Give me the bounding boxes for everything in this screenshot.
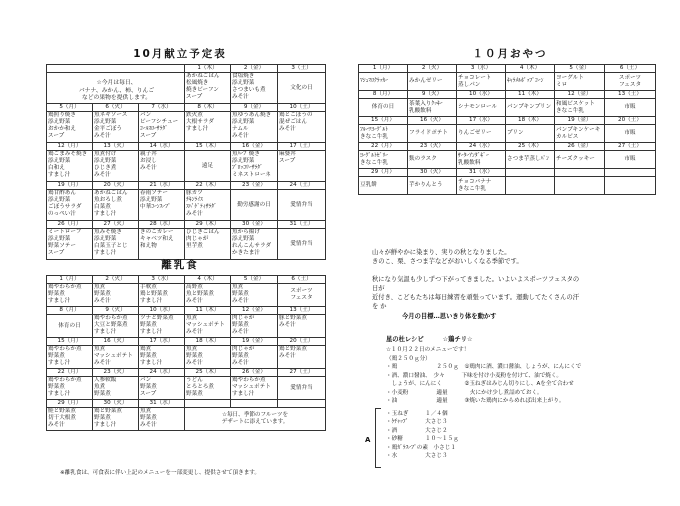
date-cell: 11（木） [185, 307, 231, 315]
menu-cell: 鶏ごまみそ焼き 添え野菜 白和え すまし汁 [47, 151, 93, 182]
menu-cell: 文化の日 [278, 73, 326, 104]
date-cell: 19（金） [555, 117, 605, 125]
date-cell: 8（月） [359, 91, 408, 99]
date-cell: 16（火） [408, 117, 457, 125]
menu-cell: 鶏甘酢あん 添え野菜 ごぼうサラダ のっぺい汁 [47, 190, 93, 221]
date-cell: 15（月） [359, 117, 408, 125]
date-cell: 19（金） [231, 338, 278, 346]
menu-cell: 愛情弁当 [278, 377, 326, 400]
menu-cell: パンプキンケーキ カルピス [555, 125, 605, 143]
date-cell [605, 169, 656, 177]
date-cell: 8（木） [185, 104, 231, 112]
date-cell: 16（火） [93, 338, 139, 346]
date-cell: 15（月） [47, 338, 93, 346]
menu-row [47, 112, 326, 143]
menu-row [359, 177, 656, 195]
menu-cell: 鶏やわらか煮 野菜煮 すまし汁 [47, 284, 93, 307]
menu-row [359, 99, 656, 117]
date-row [47, 369, 326, 377]
date-cell: 23（火） [93, 369, 139, 377]
date-cell: 30（火） [408, 169, 457, 177]
menu-cell: プリン [506, 125, 555, 143]
recipe-a-line: ・砂糖 １０～１５ｇ [386, 436, 459, 443]
menu-row [47, 190, 326, 221]
date-cell [278, 400, 326, 408]
date-cell: 16（金） [231, 143, 278, 151]
date-cell [555, 169, 605, 177]
menu-row [359, 73, 656, 91]
date-cell: 21（水） [139, 182, 185, 190]
recipe-a-bracket [375, 408, 381, 468]
oyatsu-table [358, 64, 656, 195]
menu-cell: 鶏と野菜煮 みそ汁 [278, 346, 326, 369]
date-cell: 7（水） [139, 104, 185, 112]
menu-cell: さつま芋蒸しﾊﾟﾝ [506, 151, 555, 169]
menu-cell: ひじきごはん 肉じゃが 里芋煮 [185, 229, 231, 260]
date-cell: 12（月） [47, 143, 93, 151]
menu-cell: 魚煮 マッシュポテト みそ汁 [185, 315, 231, 338]
date-cell: 5（月） [47, 104, 93, 112]
date-cell: 2（火） [93, 276, 139, 284]
menu-cell: 鉄火煮 大根サラダ すまし汁 [185, 112, 231, 143]
intro-line: 近付き、こどもたちは毎日練習を頑張っています。運動してたくさんの汗 [372, 294, 580, 301]
date-cell: 20（土） [605, 117, 656, 125]
date-cell: 1（月） [359, 65, 408, 73]
date-cell: 3（土） [278, 65, 326, 73]
date-cell: 24（水） [139, 369, 185, 377]
date-row [359, 143, 656, 151]
menu-cell: ｷｬﾗﾒﾙﾎﾟｯﾌﾟｺｰﾝ [506, 73, 555, 91]
intro-line: を か [372, 303, 387, 310]
menu-cell: うどん とろとろ煮 野菜煮 [185, 377, 231, 400]
date-cell: 29（木） [185, 221, 231, 229]
recipe-line: ・鶏 ２５０ｇ ①鶏肉に酒、濃口醤油、しょうが、にんにくで [386, 364, 582, 371]
menu-cell: ｻｰﾀｰｱﾝﾀﾞｷﾞｰ 乳酸飲料 [457, 151, 506, 169]
menu-cell: 鮭と野菜煮 切干大根煮 みそ汁 [47, 408, 93, 431]
menu-cell: 市販 [605, 125, 656, 143]
menu-cell: りんごゼリー [457, 125, 506, 143]
menu-cell: 体育の日 [359, 99, 408, 117]
date-cell: 5（金） [555, 65, 605, 73]
recipe-a-line: ・水 大さじ３ [386, 453, 448, 460]
menu-cell [555, 177, 605, 195]
recipe-line: しょうが、にんにく ②玉ねぎはみじん切りにし、Aを全て合わせ [386, 381, 574, 388]
menu-cell: 市販 [605, 99, 656, 117]
menu-row [47, 408, 326, 431]
menu-cell: 愛情弁当 [278, 190, 326, 221]
menu-cell: チョコレート 蒸しパン [457, 73, 506, 91]
date-cell: 18（木） [185, 338, 231, 346]
date-cell [506, 169, 555, 177]
menu-cell: 愛情弁当 [278, 229, 326, 260]
menu-cell: 茶葉入りｸｯｷｰ 乳酸飲料 [408, 99, 457, 117]
date-cell: 1（月） [47, 276, 93, 284]
menu-cell: スポーツ フェスタ [605, 73, 656, 91]
menu-cell: パン 野菜煮 スープ [139, 377, 185, 400]
date-cell: 4（木） [506, 65, 555, 73]
date-cell: 29（月） [359, 169, 408, 177]
menu-cell: 遠足 [185, 151, 231, 182]
date-cell: 26（金） [231, 369, 278, 377]
menu-cell: チーズクッキー [555, 151, 605, 169]
date-cell: 30（火） [93, 400, 139, 408]
monthly-goal: 今月の目標…思いきり体を動かす [402, 313, 497, 320]
menu-cell: きのこカレー キャベツ和え 和え物 [139, 229, 185, 260]
date-cell: 12（金） [555, 91, 605, 99]
intro-line: 日が [372, 285, 385, 292]
date-cell: 27（土） [278, 369, 326, 377]
menu-cell: スポーツ フェスタ [278, 284, 326, 307]
menu-cell: 和風ビスケット きなこ牛乳 [555, 99, 605, 117]
date-cell: 24（水） [457, 143, 506, 151]
date-cell: 5（金） [231, 276, 278, 284]
date-cell: 9（火） [93, 307, 139, 315]
menu-cell: ﾏｼｭﾏﾛｸﾗｯｶｰ [359, 73, 408, 91]
date-cell: 28（水） [139, 221, 185, 229]
date-cell: 25（木） [506, 143, 555, 151]
date-cell: 20（土） [278, 338, 326, 346]
menu-cell: 魚煮付け 添え野菜 ひじき煮 みそ汁 [93, 151, 139, 182]
date-row [47, 104, 326, 112]
menu-row [359, 125, 656, 143]
rinyu-footnote: ※離乳食は、可食表に伴い上記のメニューを一部変更し、提供させて頂きます。 [60, 470, 261, 476]
date-cell: 8（月） [47, 307, 93, 315]
intro-line [372, 266, 579, 275]
menu-cell: 市販 [605, 151, 656, 169]
menu-cell: ﾌﾙｰﾂﾖｰｸﾞﾙﾄ きなこ牛乳 [359, 125, 408, 143]
date-cell: 3（水） [139, 276, 185, 284]
menu-cell: 鶏やわらか煮 マッシュポテト すまし汁 [231, 377, 278, 400]
menu-cell: ミートローフ 添え野菜 野菜ソテー スープ [47, 229, 93, 260]
date-cell: 22（木） [185, 182, 231, 190]
rinyu-title: 離乳食 [161, 259, 199, 271]
menu-cell: 鶏と野菜煮 野菜煮 すまし汁 [93, 408, 139, 431]
recipe-a-label: A [365, 436, 371, 444]
menu-cell: 鶏とごぼうの 混ぜごはん みそ汁 [278, 112, 326, 143]
menu-cell: 人参軟飯 魚煮 野菜煮 [93, 377, 139, 400]
date-cell: 10（水） [139, 307, 185, 315]
date-cell: 13（土） [605, 91, 656, 99]
menu-cell: 麻婆丼 スープ [278, 151, 326, 182]
menu-cell: パンプキンプリン [506, 99, 555, 117]
date-row [47, 65, 326, 73]
menu-row [47, 377, 326, 400]
menu-cell: パン ビーフシチュー ｺｰﾙｽﾛｰｻﾗﾀﾞ スープ [139, 112, 185, 143]
menu-cell: 魚ﾊｰﾌﾞ焼き 添え野菜 ﾌﾞﾛｯｺﾘｰｻﾗﾀﾞ ミネストローネ [231, 151, 278, 182]
recipe-line: ・酒、濃口醤油、 少々 下味を付け小麦粉を付けて、油で焼く。 [386, 372, 562, 379]
menu-cell: 豚カツ ﾁｷﾝﾗｲｽ ｽﾊﾟｹﾞﾃｨｻﾗﾀﾞ みそ汁 [185, 190, 231, 221]
date-cell: 29（月） [47, 400, 93, 408]
recipe-line: （鶏２５０ｇ分） [386, 356, 431, 362]
date-cell [231, 400, 278, 408]
intro-line: きのこ、栗、さつま芋などがおいしくなる季節です。 [372, 258, 523, 265]
menu-cell: 魚ゆうあん焼き 添え野菜 ナムル みそ汁 [231, 112, 278, 143]
recipe-line: ・油 適量 ③焼いた鶏肉にからめれば出来上がり。 [386, 398, 565, 405]
date-cell: 2（金） [231, 65, 278, 73]
menu-cell: ツナと野菜煮 野菜煮 すまし汁 [139, 315, 185, 338]
rinyu-table [46, 275, 326, 431]
menu-cell: 魚煮 野菜煮 みそ汁 [93, 284, 139, 307]
date-cell: 24（土） [278, 182, 326, 190]
menu-cell: 鶏照り焼き 添え野菜 おかか和え スープ [47, 112, 93, 143]
menu-cell [506, 177, 555, 195]
date-cell: 12（金） [231, 307, 278, 315]
menu-cell: 体育の日 [47, 315, 93, 338]
menu-cell: 鶏やわらか煮 野菜煮 すまし汁 [47, 377, 93, 400]
date-cell: 19（月） [47, 182, 93, 190]
date-cell: 10（土） [278, 104, 326, 112]
date-cell [47, 65, 185, 73]
date-cell: 10（水） [457, 91, 506, 99]
date-cell: 22（月） [47, 369, 93, 377]
recipe-a-line: ・玉ねぎ １／４個 [386, 411, 448, 417]
menu-cell: 魚煮 野菜煮 みそ汁 [185, 346, 231, 369]
date-row [47, 400, 326, 408]
kondate-fruit-note: ☆今月は毎日、 バナナ、みかん、柿、りんご などの果物を提供します。 [78, 80, 155, 102]
menu-cell: 魚煮 マッシュポテト みそ汁 [93, 346, 139, 369]
intro-line: 山々が鮮やかに染まり、実りの秋となりました。 [372, 249, 511, 256]
date-cell: 17（水） [457, 117, 506, 125]
menu-cell: シナモンロール [457, 99, 506, 117]
date-cell: 23（金） [231, 182, 278, 190]
menu-cell: 魚から揚げ 添え野菜 れんこんサラダ かきたま汁 [231, 229, 278, 260]
menu-cell: あかねごはん 魚おろし煮 白菜煮 すまし汁 [93, 190, 139, 221]
date-cell: 14（水） [139, 143, 185, 151]
menu-cell: 高野煮 魚と野菜煮 みそ汁 [185, 284, 231, 307]
menu-row [47, 346, 326, 369]
menu-cell: ☆毎日、季節のフルーツを デザートに添えています。 [185, 408, 326, 431]
menu-cell: 芋かりんとう [408, 177, 457, 195]
date-cell: 3（水） [457, 65, 506, 73]
menu-cell: 肉じゃが 野菜煮 みそ汁 [231, 315, 278, 338]
date-cell: 11（木） [506, 91, 555, 99]
menu-cell: ﾖｰｸﾞﾙﾄｾﾞﾘｰ きなこ牛乳 [359, 151, 408, 169]
menu-cell: 春雨ソテー 添え野菜 中華ｺｰﾝｽｰﾌﾟ [139, 190, 185, 221]
date-cell: 17（水） [139, 338, 185, 346]
menu-cell: 肉じゃが 野菜煮 みそ汁 [231, 346, 278, 369]
date-cell: 22（月） [359, 143, 408, 151]
menu-row [47, 284, 326, 307]
menu-cell [605, 177, 656, 195]
date-cell: 31（水） [457, 169, 506, 177]
date-row [47, 221, 326, 229]
date-row [359, 117, 656, 125]
date-cell: 13（火） [93, 143, 139, 151]
menu-cell: 勤労感謝の日 [231, 190, 278, 221]
date-row [47, 143, 326, 151]
date-cell: 6（土） [278, 276, 326, 284]
menu-cell: 魚煮 野菜煮 みそ汁 [231, 284, 278, 307]
recipe-a-ingredients [386, 410, 459, 460]
recipe-line: ・小麦粉 適量 火にかけ少し煮詰めておく。 [386, 389, 543, 396]
menu-cell: ヨーグルト ミロ [555, 73, 605, 91]
menu-cell: フライドポテト [408, 125, 457, 143]
date-cell: 6（火） [93, 104, 139, 112]
menu-cell: 鶏やわらか煮 大豆と野菜煮 すまし汁 [93, 315, 139, 338]
menu-cell: 親子丼 お浸し みそ汁 [139, 151, 185, 182]
date-row [359, 65, 656, 73]
date-cell: 18（木） [506, 117, 555, 125]
date-row [359, 169, 656, 177]
menu-row [47, 151, 326, 182]
menu-cell: 鶏やわらか煮 野菜煮 すまし汁 [47, 346, 93, 369]
recipe-a-line: ・鶏ｶﾞﾗｽｰﾌﾟの素 小さじ１ [386, 444, 456, 451]
date-cell: 30（金） [231, 221, 278, 229]
menu-cell: 食塩焼き 添え野菜 さつまいも煮 みそ汁 [231, 73, 278, 104]
date-cell: 31（水） [139, 400, 185, 408]
date-cell: 9（金） [231, 104, 278, 112]
menu-cell: 鶏煮 野菜煮 すまし汁 [139, 346, 185, 369]
date-row [47, 338, 326, 346]
date-cell: 20（火） [93, 182, 139, 190]
menu-cell: みかんゼリー [408, 73, 457, 91]
menu-cell: 手軟煮 鶏と野菜煮 すまし汁 [139, 284, 185, 307]
date-row [47, 276, 326, 284]
recipe-steps [386, 355, 581, 405]
date-cell: 25（木） [185, 369, 231, 377]
menu-row [47, 315, 326, 338]
date-cell: 31（土） [278, 221, 326, 229]
date-cell [185, 400, 231, 408]
recipe-a-line: ・酒 大さじ２ [386, 427, 448, 434]
menu-cell: チョコバナナ きなこ牛乳 [457, 177, 506, 195]
date-row [47, 182, 326, 190]
menu-cell: 魚みそ焼き 添え野菜 白菜玉子とじ すまし汁 [93, 229, 139, 260]
date-cell: 27（土） [605, 143, 656, 151]
date-cell: 26（月） [47, 221, 93, 229]
date-cell: 9（火） [408, 91, 457, 99]
date-cell: 13（土） [278, 307, 326, 315]
recipe-subtitle: ☆１０月２２日のメニューです！ [386, 347, 470, 353]
menu-cell: 豚と野菜煮 みそ汁 [278, 315, 326, 338]
date-cell: 26（金） [555, 143, 605, 151]
date-cell: 2（火） [408, 65, 457, 73]
recipe-a-line: ・ｹﾁｬｯﾌﾟ 大さじ３ [386, 419, 448, 426]
intro-text [372, 248, 579, 311]
recipe-title: 星の杜レシピ ☆鶏チリ☆ [386, 336, 473, 343]
date-cell: 17（土） [278, 143, 326, 151]
date-cell: 4（木） [185, 276, 231, 284]
date-row [359, 91, 656, 99]
date-cell: 23（火） [408, 143, 457, 151]
date-cell: 27（火） [93, 221, 139, 229]
menu-row [47, 229, 326, 260]
date-cell: 1（木） [185, 65, 231, 73]
intro-line: 秋になり気温も少しずつ下がってきました。いよいよスポーツフェスタの [372, 276, 580, 283]
date-cell: 6（土） [605, 65, 656, 73]
menu-row [359, 151, 656, 169]
menu-cell: 麩のラスク [408, 151, 457, 169]
date-cell: 15（木） [185, 143, 231, 151]
menu-cell: 魚煮 野菜煮 みそ汁 [139, 408, 185, 431]
menu-cell: 魚ネギソース 添え野菜 金平ごぼう みそ汁 [93, 112, 139, 143]
menu-cell: あかねごはん 松風焼き 焼きビーフン スープ [185, 73, 231, 104]
date-row [47, 307, 326, 315]
kondate-title: 10月献立予定表 [133, 48, 227, 60]
oyatsu-title: １０月おやつ [472, 48, 548, 60]
menu-cell: 豆乳餅 [359, 177, 408, 195]
